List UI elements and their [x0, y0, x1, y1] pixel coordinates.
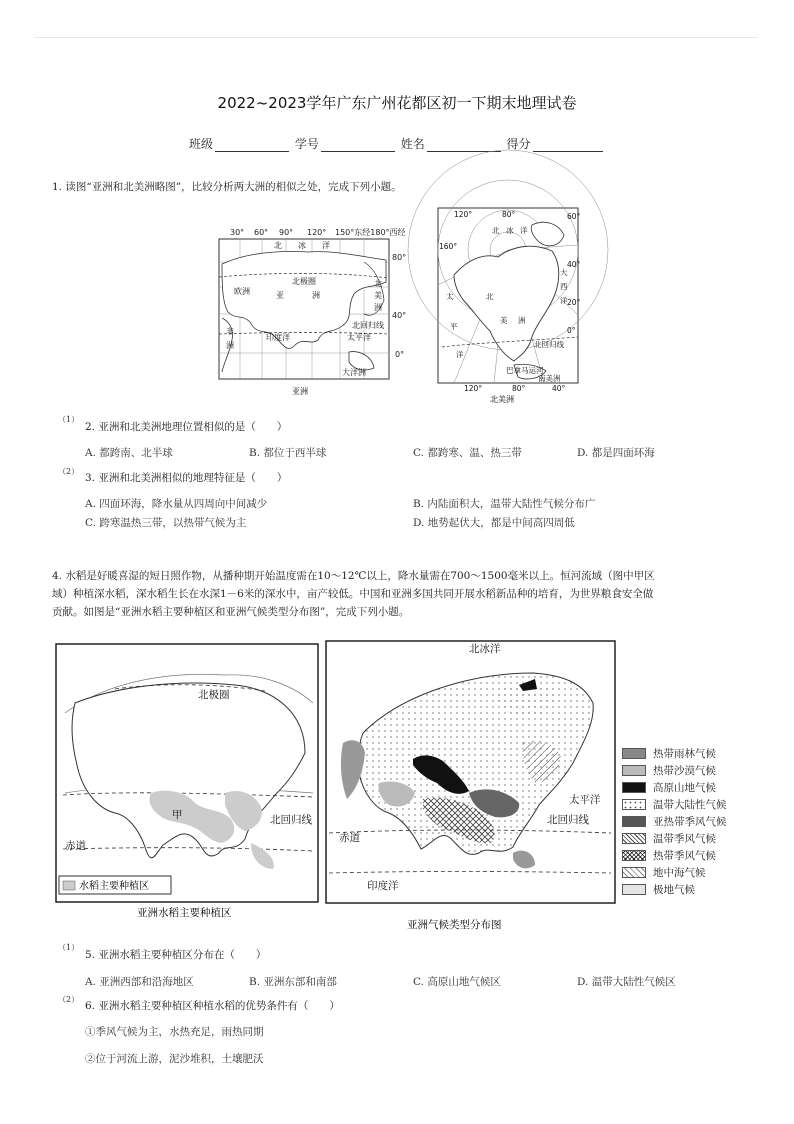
map-label: 赤道	[339, 832, 360, 844]
map-label: 北	[492, 226, 500, 235]
option-d[interactable]: D. 都是四面环海	[577, 447, 655, 459]
subq-number: （1）	[58, 415, 80, 424]
option-c[interactable]: C. 高原山地气候区	[413, 976, 501, 988]
north-america-map	[434, 205, 584, 405]
option-d[interactable]: D. 地势起伏大，都是中间高四周低	[413, 517, 575, 529]
map-label: 60°	[567, 212, 581, 221]
map-label: 北极圈	[292, 277, 316, 286]
map-label: 北极圈	[198, 689, 230, 701]
map-label: 非	[226, 327, 234, 336]
legend-item: 地中海气候	[622, 864, 727, 881]
map-label: 北	[274, 241, 282, 250]
name-field[interactable]	[427, 139, 501, 152]
student-id-field[interactable]	[321, 139, 395, 152]
lon-label: 90°	[279, 228, 294, 237]
legend-item: 热带季风气候	[622, 847, 727, 864]
class-label: 班级	[189, 137, 214, 151]
map-label: 太平洋	[347, 333, 371, 342]
legend-item: 热带沙漠气候	[622, 762, 727, 779]
map-label: 亚	[276, 291, 284, 300]
map-label: 80°	[502, 210, 516, 219]
map-label: 甲	[172, 809, 183, 821]
climate-legend	[622, 745, 727, 898]
legend-item: 亚热带季风气候	[622, 813, 727, 830]
map-label: 大	[560, 268, 568, 277]
map-label: 平	[450, 322, 458, 331]
map-label: 120°	[454, 210, 473, 219]
map-label: 洲	[226, 341, 234, 350]
student-id-label: 学号	[294, 137, 319, 151]
question-4-stem-line-1: 4. 水稻是好暖喜湿的短日照作物，从播种期开始温度需在10～12℃以上，降水量需在700～1500毫米以上。恒河流域（图中甲区	[52, 570, 655, 582]
map-label: 20°	[567, 298, 581, 307]
map-label: 赤道	[65, 840, 86, 852]
legend-item: 温带季风气候	[622, 830, 727, 847]
question-3-text: 3. 亚洲和北美洲相似的地理特征是（ ）	[85, 472, 288, 484]
map-label: 西	[560, 282, 568, 291]
map-label: 洋	[520, 226, 528, 235]
na-map-caption: 北美洲	[490, 395, 514, 404]
map-label: 0°	[567, 326, 576, 335]
map-label: 洲	[312, 291, 320, 300]
score-label: 得分	[506, 137, 531, 151]
map-label: 美	[374, 291, 382, 300]
statement-1: ①季风气候为主，水热充足，雨热同期	[85, 1026, 264, 1038]
map-label: 太平洋	[569, 794, 601, 806]
map-label: 160°	[439, 242, 458, 251]
map-label: 冰	[506, 226, 514, 235]
statement-2: ②位于河流上游，泥沙堆积，土壤肥沃	[85, 1053, 264, 1065]
map-label: 南美洲	[538, 374, 561, 383]
student-info-line	[189, 135, 605, 152]
option-b[interactable]: B. 内陆面积大，温带大陆性气候分布广	[413, 498, 596, 510]
map-label: 北回归线	[547, 814, 589, 826]
lon-label: 60°	[254, 228, 269, 237]
map-label: 印度洋	[266, 333, 290, 342]
map-label: 洋	[322, 241, 330, 250]
map-label: 欧洲	[234, 287, 250, 296]
map-label: 北	[374, 279, 382, 288]
map-label: 洋	[456, 350, 464, 359]
map-label: 80°	[512, 384, 526, 393]
asia-map	[214, 222, 407, 400]
map-label: 40°	[567, 260, 581, 269]
name-label: 姓名	[400, 137, 425, 151]
map-label: 北回归线	[352, 321, 384, 330]
map-label: 北回归线	[270, 814, 312, 826]
climate-map	[323, 633, 615, 933]
question-6-text: 6. 亚洲水稻主要种植区种植水稻的优势条件有（ ）	[85, 1000, 340, 1012]
subq-number: （1）	[58, 943, 80, 952]
question-4-stem-line-2: 域）种植深水稻，深水稻生长在水深1－6米的深水中，亩产较低。中国和亚洲多国共同开展水稻新品种的培育，为世界粮食安全做	[52, 588, 654, 600]
map-label: 洲	[374, 303, 382, 312]
lon-label: 30°	[230, 228, 245, 237]
subq-number: （2）	[58, 995, 80, 1004]
question-2-text: 2. 亚洲和北美洲地理位置相似的是（ ）	[85, 421, 288, 433]
map-label: 北冰洋	[469, 643, 501, 655]
legend-item: 极地气候	[622, 881, 727, 898]
legend-item: 温带大陆性气候	[622, 796, 727, 813]
map-label: 太	[446, 292, 454, 301]
option-a[interactable]: A. 都跨南、北半球	[85, 447, 173, 459]
lon-label: 120°	[307, 228, 327, 237]
map-label: 大洋洲	[342, 368, 366, 377]
rice-planting-map	[55, 643, 320, 923]
rice-map-caption: 亚洲水稻主要种植区	[137, 907, 232, 919]
question-1-stem: 1. 读图“亚洲和北美洲略图”，比较分析两大洲的相似之处，完成下列小题。	[52, 181, 402, 193]
option-d[interactable]: D. 温带大陆性气候区	[577, 976, 676, 988]
subq-number: （2）	[58, 467, 80, 476]
class-field[interactable]	[215, 139, 289, 152]
map-label: 印度洋	[367, 880, 399, 892]
question-4-stem-line-3: 贡献。如图是“亚洲水稻主要种植区和亚洲气候类型分布图”，完成下列小题。	[52, 606, 410, 618]
score-field[interactable]	[533, 139, 603, 152]
option-b[interactable]: B. 都位于西半球	[249, 447, 327, 459]
lon-label: 150°东经180°西经	[335, 228, 406, 237]
legend-item: 热带雨林气候	[622, 745, 727, 762]
lat-label: 0°	[395, 350, 405, 359]
legend-item: 高原山地气候	[622, 779, 727, 796]
option-b[interactable]: B. 亚洲东部和南部	[249, 976, 337, 988]
lat-label: 80°	[392, 253, 407, 262]
option-c[interactable]: C. 跨寒温热三带，以热带气候为主	[85, 517, 247, 529]
lat-label: 40°	[392, 311, 407, 320]
climate-map-caption: 亚洲气候类型分布图	[407, 919, 502, 931]
map-label: 120°	[464, 384, 483, 393]
rice-legend-label: 水稻主要种植区	[79, 881, 149, 892]
map-label: 40°	[552, 384, 566, 393]
option-c[interactable]: C. 都跨寒、温、热三带	[413, 447, 522, 459]
map-label: 北回归线	[534, 340, 564, 349]
map-label: 北	[486, 292, 494, 301]
top-divider	[34, 37, 758, 38]
map-label: 冰	[298, 241, 306, 250]
page-title: 2022~2023学年广东广州花都区初一下期末地理试卷	[217, 94, 577, 112]
option-a[interactable]: A. 亚洲西部和沿海地区	[85, 976, 194, 988]
map-label: 洲	[518, 316, 526, 325]
asia-map-caption: 亚洲	[292, 387, 308, 396]
map-label: 美	[500, 316, 508, 325]
map-label: 巴拿马运河	[506, 366, 544, 375]
question-5-text: 5. 亚洲水稻主要种植区分布在（ ）	[85, 949, 267, 961]
option-a[interactable]: A. 四面环海，降水量从四周向中间减少	[85, 498, 268, 510]
map-label: 洋	[560, 296, 568, 305]
